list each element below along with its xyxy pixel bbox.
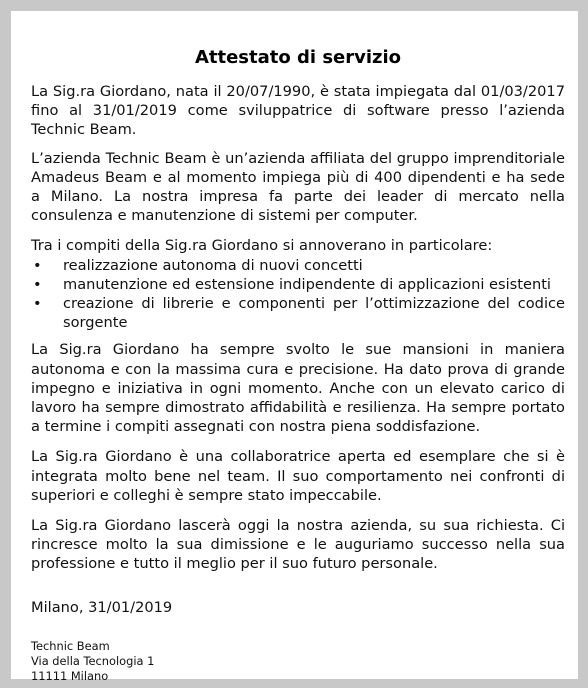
paragraph-company: L’azienda Technic Beam è un’azienda affiliata del gruppo imprenditoriale Amadeus Beam e al momento impiega più di 400 dipendenti e ha sede a Milano. La nostra impresa fa parte dei leader di mercato nella consulenza e manutenzione di sistemi per computer.: [31, 149, 565, 225]
document-page: [11, 11, 578, 684]
document-body: [31, 11, 565, 684]
paragraph-performance: La Sig.ra Giordano ha sempre svolto le sue mansioni in maniera autonoma e con la massima cura e precisione. Ha dato prova di grande impegno e iniziativa in ogni momento. Anche con un elevato carico di lavoro ha sempre dimostrato affidabilità e resilienza. Ha sempre portato a termine i compiti assegnati con nostra piena soddisfazione.: [31, 341, 565, 436]
paragraph-behaviour: La Sig.ra Giordano è una collaboratrice aperta ed esemplare che si è integrata molto bene nel team. Il suo comportamento nei confronti di superiori e colleghi è sempre stato impeccabile.: [31, 448, 565, 504]
task-list: [31, 256, 565, 333]
document-title: Attestato di servizio: [194, 47, 402, 68]
place-date: Milano, 31/01/2019: [31, 598, 173, 616]
list-item: • creazione di librerie e componenti per l’ottimizzazione del codice sorgente: [31, 294, 565, 332]
company-address: [31, 639, 565, 685]
address-line: 11111 Milano: [31, 669, 109, 684]
list-item: • realizzazione autonoma di nuovi concetti: [31, 256, 565, 275]
list-item: • manutenzione ed estensione indipendente di applicazioni esistenti: [31, 275, 565, 294]
paragraph-tasks-intro: Tra i compiti della Sig.ra Giordano si annoverano in particolare:: [31, 237, 493, 255]
paragraph-farewell: La Sig.ra Giordano lascerà oggi la nostra azienda, su sua richiesta. Ci rincresce molto la sua dimissione e le auguriamo successo nella sua professione e tutto il meglio per il suo futuro personale.: [31, 517, 565, 573]
address-line: Technic Beam: [31, 638, 110, 653]
address-line: Via della Tecnologia 1: [31, 654, 155, 669]
paragraph-employment: La Sig.ra Giordano, nata il 20/07/1990, è stata impiegata dal 01/03/2017 fino al 31/01/2019 come sviluppatrice di software presso l’azienda Technic Beam.: [31, 83, 565, 139]
